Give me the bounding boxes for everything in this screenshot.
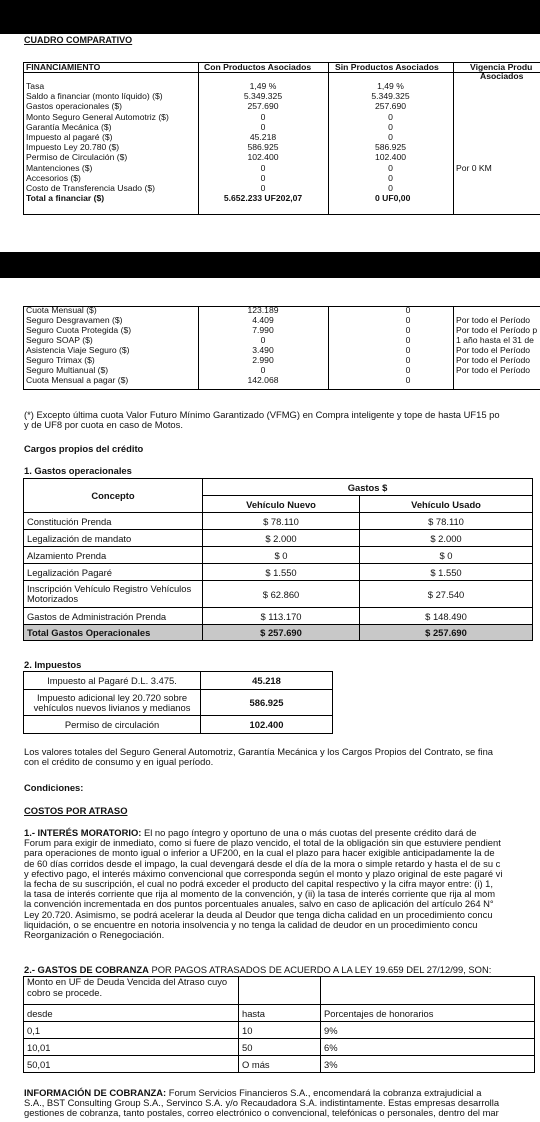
impuestos-row-concepto: Impuesto adicional ley 20.720 sobre vehículos nuevos livianos y medianos [24, 690, 201, 716]
monthly-row-sin: 0 [405, 305, 411, 315]
monthly-row-label: Seguro SOAP ($) [26, 335, 93, 345]
monthly-row-con: 0 [260, 365, 266, 375]
comp-row-con: 0 [260, 162, 266, 173]
gastos-row [24, 547, 533, 564]
col-header-sin-productos: Sin Productos Asociados [335, 62, 439, 72]
interes-line: liquidación, o se encuentre en notoria insolvencia y no tenga la calidad de deudor en un procedimiento concu [24, 918, 478, 930]
monthly-row-vigencia: 1 año hasta el 31 de [456, 335, 534, 345]
cobranza-header-monto: Monto en UF de Deuda Vencida del Atraso cuyo cobro se procede. [24, 977, 239, 1005]
comp-row-label: Impuesto Ley 20.780 ($) [26, 142, 120, 153]
monthly-row-label: Asistencia Viaje Seguro ($) [26, 345, 130, 355]
monthly-row-sin: 0 [405, 345, 411, 355]
cobranza-row-hasta: 50 [239, 1039, 321, 1056]
impuestos-row-valor: 45.218 [201, 672, 333, 690]
comp-row-con: 5.652.233 UF202,07 [223, 193, 303, 204]
monthly-row-label: Cuota Mensual a pagar ($) [26, 375, 129, 385]
comp-row-sin: 586.925 [374, 142, 407, 153]
cobranza-row-porcentaje: 6% [321, 1039, 535, 1056]
interes-line: Reorganización o Renegociación. [24, 929, 165, 941]
comp-row-label: Total a financiar ($) [26, 193, 105, 204]
vfmg-note [24, 410, 500, 430]
cobranza-row [24, 1039, 535, 1056]
gastos-row-concepto: Legalización Pagaré [24, 564, 203, 581]
interes-moratorio [24, 828, 502, 940]
cobranza-row-desde: 50,01 [24, 1056, 239, 1073]
comp-row-sin: 0 [388, 162, 393, 173]
col-header-con-productos: Con Productos Asociados [204, 62, 312, 72]
interes-line: la fecha de su suscripción, el cual no podrá exceder el producto del capital respectivo y la cifra mayor entre: (i) 1, [24, 878, 493, 890]
cobranza-row [24, 1022, 535, 1039]
cobranza-heading-bold: 2.- GASTOS DE COBRANZA [24, 964, 149, 975]
monthly-row-vigencia: Por todo el Período [456, 315, 531, 325]
valores-note [24, 747, 493, 767]
monthly-row-con: 3.490 [252, 345, 274, 355]
comp-row-con: 0 [260, 121, 266, 132]
monthly-row-con: 7.990 [252, 325, 274, 335]
impuestos-row-concepto: Impuesto al Pagaré D.L. 3.475. [24, 672, 201, 690]
gastos-row [24, 608, 533, 625]
comp-row-con: 586.925 [247, 142, 279, 153]
impuestos-row [24, 716, 333, 734]
comp-row-sin: 0 UF0,00 [375, 193, 411, 204]
comp-row-sin: 0 [388, 111, 393, 122]
vfmg-note-line-1: (*) Excepto última cuota Valor Futuro Mínimo Garantizado (VFMG) en Compra inteligente y tope de hasta UF15 po [24, 409, 500, 420]
top-black-bar [0, 0, 540, 34]
cobranza-row-porcentaje: 9% [321, 1022, 535, 1039]
monthly-row-sin: 0 [405, 365, 411, 375]
gastos-row-nuevo: $ 78.110 [203, 513, 360, 530]
monthly-row-sin: 0 [405, 315, 411, 325]
gastos-header-concepto: Concepto [24, 479, 203, 513]
monthly-row-con: 142.068 [247, 375, 279, 385]
gastos-row-concepto: Legalización de mandato [24, 530, 203, 547]
gastos-total-label: Total Gastos Operacionales [24, 625, 203, 641]
gastos-row-concepto: Constitución Prenda [24, 513, 203, 530]
valores-note-line-2: con el crédito de consumo y en igual período. [24, 756, 214, 768]
monthly-row-sin: 0 [405, 335, 411, 345]
gastos-row [24, 530, 533, 547]
gastos-header-gastos: Gastos $ [203, 479, 533, 496]
cobranza-row [24, 1056, 535, 1073]
monthly-row-label: Cuota Mensual ($) [26, 305, 97, 315]
monthly-row-sin: 0 [405, 375, 411, 385]
interes-line: Ley 20.720. Asimismo, se podrá acelerar la deuda al Deudor que tenga dicha calidad en un procedimiento concu [24, 908, 493, 920]
gastos-total-row [24, 625, 533, 641]
gastos-header-usado: Vehículo Usado [360, 496, 533, 513]
comp-row-con: 257.690 [247, 101, 279, 112]
comp-row-sin: 257.690 [374, 101, 407, 112]
monthly-row-vigencia: Por todo el Período [456, 355, 531, 365]
cobranza-row-desde: 0,1 [24, 1022, 239, 1039]
comp-row-label: Saldo a financiar (monto líquido) ($) [26, 91, 163, 102]
valores-note-line-1: Los valores totales del Seguro General Automotriz, Garantía Mecánica y los Cargos Propios del Contrato, se fina [24, 746, 493, 757]
monthly-row-con: 0 [260, 335, 266, 345]
gastos-total-usado: $ 257.690 [360, 625, 533, 641]
interes-line: Forum para exigir de inmediato, como si fuere de plazo vencido, el total de la obligación sin que estuviere pendient [24, 837, 501, 849]
impuestos-table [23, 671, 333, 734]
gastos-row-concepto: Inscripción Vehículo Registro Vehículos Motorizados [24, 581, 203, 608]
comp-row-label: Accesorios ($) [26, 172, 81, 183]
cobranza-header-porcentajes: Porcentajes de honorarios [321, 1005, 535, 1022]
gastos-row-usado: $ 78.110 [360, 513, 533, 530]
comp-row-label: Garantía Mecánica ($) [26, 121, 112, 132]
comp-row-vigencia: Por 0 KM [456, 162, 492, 173]
impuestos-row-valor: 102.400 [201, 716, 333, 734]
monthly-row-label: Seguro Cuota Protegida ($) [26, 325, 132, 335]
comp-row-sin: 0 [388, 183, 393, 193]
monthly-row-sin: 0 [405, 325, 411, 335]
informacion-cobranza [24, 1088, 499, 1119]
monthly-row-con: 123.189 [247, 305, 279, 315]
cobranza-header-desde: desde [24, 1005, 239, 1022]
gastos-title: 1. Gastos operacionales [24, 465, 132, 476]
comp-row-sin: 0 [388, 172, 393, 183]
gastos-row [24, 564, 533, 581]
gastos-row-concepto: Alzamiento Prenda [24, 547, 203, 564]
info-line-3: gestiones de cobranza, tanto postales, correo electrónico o convencional, telefónicas o personales, dentro del mar [24, 1107, 499, 1119]
comp-row-sin: 102.400 [374, 152, 407, 163]
gastos-row [24, 581, 533, 608]
gastos-row-nuevo: $ 1.550 [203, 564, 360, 581]
vfmg-note-line-2: y de UF8 por cuota en caso de Motos. [24, 419, 183, 431]
interes-line: y efectivo pago, el interés máximo convencional que corresponda según el monto y plazo original de este pagaré vi [24, 867, 503, 879]
comp-row-con: 0 [260, 111, 266, 122]
monthly-row-vigencia: Por todo el Período [456, 365, 531, 375]
gastos-row-usado: $ 148.490 [360, 608, 533, 625]
monthly-row-label: Seguro Multianual ($) [26, 365, 109, 375]
comp-row-label: Tasa [26, 81, 45, 91]
interes-line: la convención incrementada en dos puntos porcentuales anuales, salvo en caso de aplicación del artículo 264 N° [24, 898, 494, 910]
comp-row-label: Gastos operacionales ($) [26, 101, 123, 112]
monthly-row-label: Seguro Desgravamen ($) [26, 315, 123, 325]
monthly-row-sin: 0 [405, 355, 411, 365]
gastos-row-usado: $ 0 [360, 547, 533, 564]
comp-row-con: 0 [260, 183, 266, 193]
comp-row-label: Permiso de Circulación ($) [26, 152, 128, 163]
info-line-2: S.A., BST Consulting Group S.A., Servinco S.A. y/o Recaudadora S.A. indistintamente. Estas empresas desarrolla [24, 1097, 500, 1109]
gastos-row-usado: $ 27.540 [360, 581, 533, 608]
cargos-title: Cargos propios del crédito [24, 443, 144, 454]
col-header-vigencia-2: Asociados [480, 71, 524, 81]
comp-row-sin: 5.349.325 [371, 91, 410, 102]
comp-row-label: Mantenciones ($) [26, 162, 93, 173]
cobranza-row-hasta: O más [239, 1056, 321, 1073]
gastos-row-usado: $ 1.550 [360, 564, 533, 581]
gastos-row-nuevo: $ 113.170 [203, 608, 360, 625]
impuestos-row [24, 672, 333, 690]
info-line-1: Forum Servicios Financieros S.A., encomendará la cobranza extrajudicial a [166, 1087, 482, 1098]
comp-row-sin: 0 [388, 121, 393, 132]
condiciones-title: Condiciones: [24, 782, 84, 793]
cobranza-row-hasta: 10 [239, 1022, 321, 1039]
monthly-row-vigencia: Por todo el Período [456, 345, 531, 355]
gastos-row-nuevo: $ 62.860 [203, 581, 360, 608]
gastos-row [24, 513, 533, 530]
gastos-table [23, 478, 533, 641]
impuestos-row-valor: 586.925 [201, 690, 333, 716]
comp-row-label: Costo de Transferencia Usado ($) [26, 183, 155, 193]
cobranza-row-desde: 10,01 [24, 1039, 239, 1056]
monthly-row-label: Seguro Trimax ($) [26, 355, 95, 365]
comp-row-sin: 0 [388, 132, 393, 142]
gastos-row-nuevo: $ 0 [203, 547, 360, 564]
mid-black-bar [0, 252, 540, 278]
comp-row-con: 45.218 [249, 132, 277, 142]
gastos-row-nuevo: $ 2.000 [203, 530, 360, 547]
impuestos-row [24, 690, 333, 716]
col-header-financiamiento: FINANCIAMIENTO [26, 62, 101, 72]
cobranza-row-porcentaje: 3% [321, 1056, 535, 1073]
gastos-row-usado: $ 2.000 [360, 530, 533, 547]
comp-row-label: Monto Seguro General Automotriz ($) [26, 111, 169, 122]
monthly-row-con: 4.409 [252, 315, 274, 325]
cobranza-header-hasta: hasta [239, 1005, 321, 1022]
monthly-row-vigencia: Por todo el Período p [456, 325, 538, 335]
comp-row-sin: 1,49 % [377, 81, 404, 91]
gastos-cobranza-heading [24, 965, 491, 975]
cobranza-table [23, 976, 535, 1073]
comp-row-con: 5.349.325 [243, 91, 283, 102]
costos-atraso-title: COSTOS POR ATRASO [24, 805, 128, 816]
interes-line: de 60 días corridos desde el impago, la cual devengará desde el día de la mora o simple retardo y hasta el de su c [24, 857, 501, 869]
impuestos-row-concepto: Permiso de circulación [24, 716, 201, 734]
gastos-header-nuevo: Vehículo Nuevo [203, 496, 360, 513]
interes-heading: 1.- INTERÉS MORATORIO: [24, 827, 142, 838]
gastos-row-concepto: Gastos de Administración Prenda [24, 608, 203, 625]
page-title: CUADRO COMPARATIVO [24, 35, 133, 45]
col-header-vigencia: Vigencia Produ [470, 62, 533, 72]
comp-row-con: 0 [260, 172, 266, 183]
interes-line: la tasa de interés corriente que rija al momento de la convención, y (ii) la tasa de interés corriente que rija al mom [24, 888, 496, 900]
comp-row-con: 1,49 % [249, 81, 277, 91]
comp-row-con: 102.400 [247, 152, 279, 163]
gastos-total-nuevo: $ 257.690 [203, 625, 360, 641]
impuestos-title: 2. Impuestos [24, 659, 82, 670]
monthly-row-con: 2.990 [252, 355, 274, 365]
comp-row-label: Impuesto al pagaré ($) [26, 132, 113, 142]
info-heading: INFORMACIÓN DE COBRANZA: [24, 1087, 167, 1098]
interes-line-0: El no pago íntegro y oportuno de una o más cuotas del presente crédito dará de [141, 827, 477, 838]
cobranza-heading-rest: POR PAGOS ATRASADOS DE ACUERDO A LA LEY 19.659 DEL 27/12/99, SON: [148, 964, 492, 975]
interes-line: para operaciones de monto igual o inferior a UF200, en la cual el plazo para hacer exigible anticipadamente la de [24, 847, 495, 859]
